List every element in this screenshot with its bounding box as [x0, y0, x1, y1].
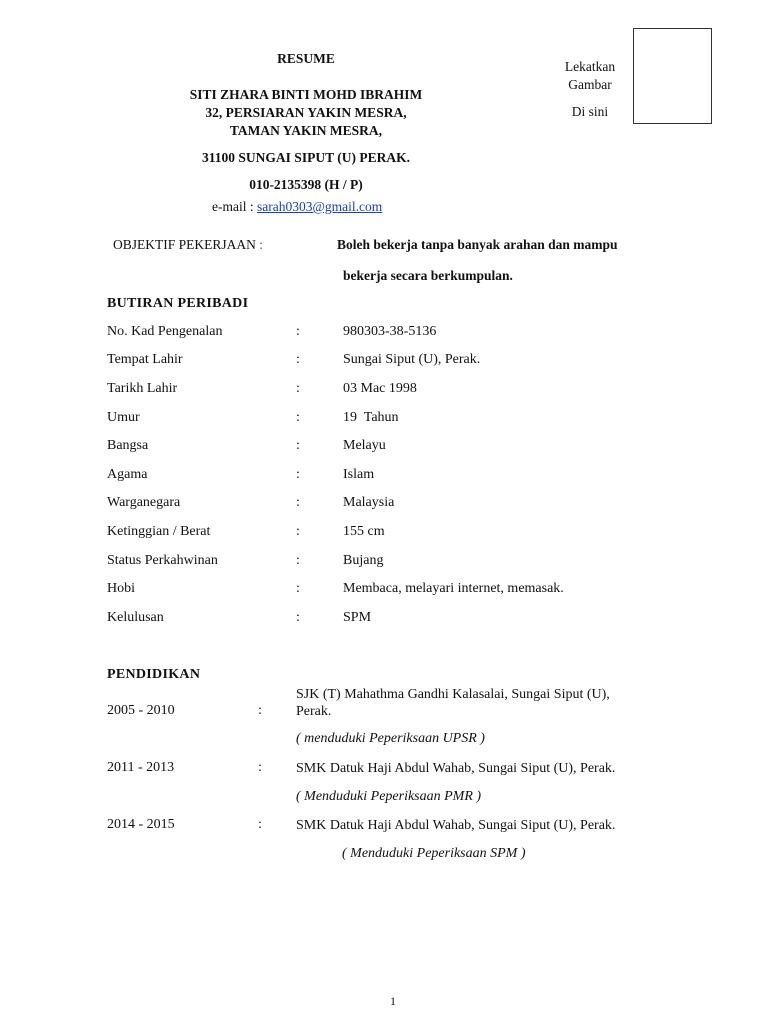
detail-colon: :	[296, 495, 300, 510]
education-years: 2005 - 2010	[107, 703, 175, 718]
detail-label: Bangsa	[107, 438, 149, 453]
objective-line-2: bekerja secara berkumpulan.	[343, 268, 513, 283]
detail-value: 155 cm	[343, 524, 385, 539]
education-school-line1: SMK Datuk Haji Abdul Wahab, Sungai Siput (U), Perak.	[296, 818, 616, 833]
detail-value: 980303-38-5136	[343, 324, 437, 339]
education-heading: PENDIDIKAN	[107, 667, 201, 682]
detail-colon: :	[296, 352, 300, 367]
education-years: 2011 - 2013	[107, 760, 175, 775]
education-exam-note: ( Menduduki Peperiksaan SPM )	[342, 846, 526, 861]
education-school-line1: SMK Datuk Haji Abdul Wahab, Sungai Siput (U), Perak.	[296, 761, 616, 776]
detail-label: Status Perkahwinan	[107, 553, 218, 568]
personal-details-heading: BUTIRAN PERIBADI	[107, 296, 249, 311]
detail-label: No. Kad Pengenalan	[107, 324, 223, 339]
resume-title: RESUME	[277, 51, 335, 66]
address-line-3: 31100 SUNGAI SIPUT (U) PERAK.	[202, 150, 410, 165]
address-line-1: 32, PERSIARAN YAKIN MESRA,	[205, 105, 407, 120]
email-link[interactable]: sarah0303@gmail.com	[256, 199, 383, 214]
detail-colon: :	[296, 524, 300, 539]
detail-colon: :	[296, 553, 300, 568]
detail-value: Membaca, melayari internet, memasak.	[343, 581, 564, 596]
detail-value: Malaysia	[343, 495, 395, 510]
detail-colon: :	[296, 581, 300, 596]
education-school-line1: SJK (T) Mahathma Gandhi Kalasalai, Sungai Siput (U),	[296, 687, 610, 702]
detail-label: Warganegara	[107, 495, 181, 510]
detail-label: Tarikh Lahir	[107, 381, 178, 396]
education-colon: :	[258, 703, 262, 718]
phone-number: 010-2135398 (H / P)	[249, 177, 363, 192]
photo-instruction-line1: Lekatkan	[564, 59, 616, 74]
page-number: 1	[390, 994, 396, 1008]
detail-label: Tempat Lahir	[107, 352, 183, 367]
photo-instruction-line2: Gambar	[568, 77, 612, 92]
detail-value: 03 Mac 1998	[343, 381, 417, 396]
detail-label: Agama	[107, 467, 148, 482]
education-colon: :	[258, 817, 262, 832]
detail-value: Islam	[343, 467, 375, 482]
detail-colon: :	[296, 324, 300, 339]
detail-colon: :	[296, 410, 300, 425]
education-exam-note: ( menduduki Peperiksaan UPSR )	[296, 731, 485, 746]
detail-colon: :	[296, 438, 300, 453]
detail-value: Bujang	[343, 553, 384, 568]
applicant-name: SITI ZHARA BINTI MOHD IBRAHIM	[189, 87, 423, 102]
education-school-line2: Perak.	[296, 704, 332, 719]
detail-value: Sungai Siput (U), Perak.	[343, 352, 481, 367]
photo-placeholder-box	[633, 28, 712, 124]
education-colon: :	[258, 760, 262, 775]
photo-instruction-line3: Di sini	[571, 104, 609, 119]
education-years: 2014 - 2015	[107, 817, 175, 832]
education-exam-note: ( Menduduki Peperiksaan PMR )	[296, 789, 482, 804]
detail-label: Hobi	[107, 581, 135, 596]
detail-label: Umur	[107, 410, 140, 425]
detail-value: SPM	[343, 610, 372, 625]
detail-value: Melayu	[343, 438, 386, 453]
objective-label: OBJEKTIF PEKERJAAN :	[113, 237, 264, 252]
detail-label: Ketinggian / Berat	[107, 524, 211, 539]
email-line	[212, 199, 382, 215]
detail-colon: :	[296, 610, 300, 625]
detail-label: Kelulusan	[107, 610, 164, 625]
objective-line-1: Boleh bekerja tanpa banyak arahan dan mampu	[337, 237, 618, 252]
address-line-2: TAMAN YAKIN MESRA,	[229, 123, 383, 138]
detail-value: 19 Tahun	[343, 410, 399, 425]
detail-colon: :	[296, 381, 300, 396]
detail-colon: :	[296, 467, 300, 482]
email-label: e-mail :	[212, 199, 257, 214]
